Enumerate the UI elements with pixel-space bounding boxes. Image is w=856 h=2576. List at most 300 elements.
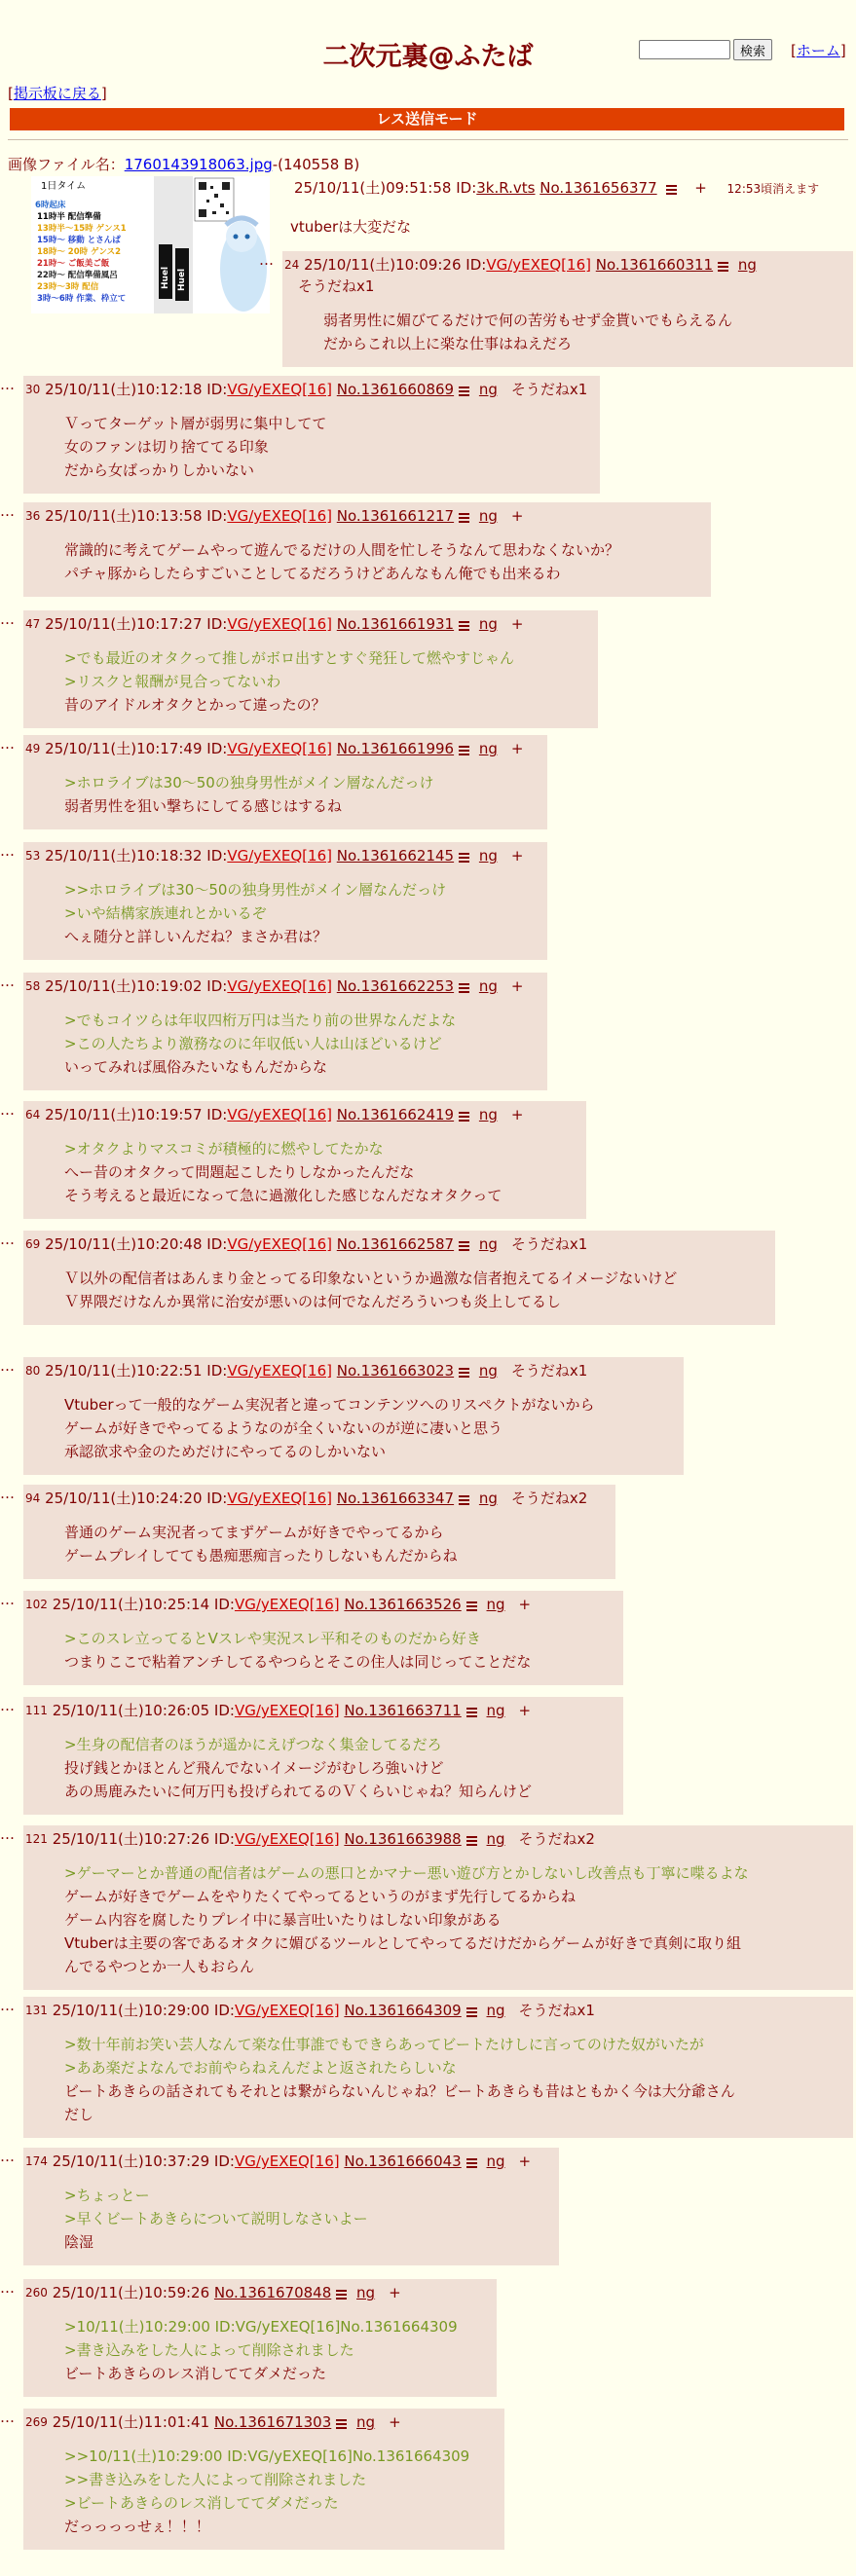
reply-meta (25, 2000, 843, 2021)
menu-icon[interactable] (718, 260, 728, 271)
reply-indent-marker: … (0, 502, 15, 520)
reply (23, 2279, 497, 2397)
reply-meta (25, 738, 538, 759)
menu-icon[interactable] (459, 1366, 469, 1377)
reply-id-label: ID: (206, 740, 228, 757)
quote-line: >ちょっとー (64, 2187, 150, 2204)
reply-no[interactable]: No.1361660869 (336, 381, 455, 398)
quote-line: >でも最近のオタクって推しがボロ出すとすぐ発狂して燃やすじゃん (64, 649, 514, 667)
reply-body (64, 771, 538, 818)
reply-id-label: ID: (206, 847, 228, 865)
reply-id[interactable]: VG/yEXEQ[16] (227, 507, 332, 525)
thumb-line-1: 6時起床 (35, 201, 66, 210)
reply-id-label: ID: (213, 1596, 235, 1613)
reply-ng[interactable]: ng (356, 2413, 376, 2431)
reply-extra[interactable]: そうだねx2 (510, 1490, 588, 1507)
reply-indent-marker: … (0, 2148, 15, 2165)
reply-no[interactable]: No.1361660311 (595, 256, 714, 274)
reply-meta (25, 2411, 495, 2433)
quote-line: >この人たちより激務なのに年収低い人は山ほどいるけど (64, 1035, 442, 1052)
menu-icon[interactable] (466, 1706, 477, 1716)
reply-id[interactable]: VG/yEXEQ[16] (234, 1596, 340, 1613)
home-link[interactable]: ホーム (796, 42, 840, 59)
menu-icon[interactable] (466, 2006, 477, 2016)
reply-ng[interactable]: ng (486, 1830, 505, 1848)
reply-body (64, 878, 538, 948)
reply-number: 49 (25, 742, 41, 755)
reply-no[interactable]: No.1361661996 (336, 740, 455, 757)
board-back-wrap: [掲示板に戻る] (8, 85, 107, 102)
reply-date: 25/10/11(土)10:17:49 (45, 740, 203, 757)
reply-number: 269 (25, 2415, 48, 2429)
reply-number: 94 (25, 1491, 41, 1505)
reply-meta (25, 613, 588, 635)
reply-body (64, 538, 701, 585)
reply-no[interactable]: No.1361661217 (336, 507, 455, 525)
reply-extra[interactable]: + (518, 2153, 532, 2170)
reply-ng[interactable]: ng (486, 1596, 505, 1613)
reply-row (0, 502, 711, 597)
home-bracket-open: [ (791, 42, 797, 59)
reply (23, 1357, 684, 1475)
reply-line: 弱者男性に媚びてるだけで何の苦労もせず金貰いでもらえるん (323, 312, 733, 329)
reply (23, 1231, 775, 1325)
reply (23, 735, 547, 829)
reply-extra[interactable]: そうだねx2 (518, 1830, 595, 1848)
reply-indent-marker: … (0, 842, 15, 860)
quote-line: >早くビートあきらについて説明しなさいよー (64, 2210, 368, 2227)
reply-line: Ｖ界隈だけなんか異常に治安が悪いのは何でなんだろういつも炎上してるし (64, 1293, 562, 1310)
reply-body (64, 2184, 549, 2254)
quote-line: >でもコイツらは年収四桁万円は当たり前の世界なんだよな (64, 1012, 457, 1029)
reply-date: 25/10/11(土)11:01:41 (52, 2413, 210, 2431)
reply-line: だから女ばっかりしかいない (64, 461, 255, 479)
reply-line: だからこれ以上に楽な仕事はねえだろ (323, 335, 573, 352)
divider (8, 139, 848, 140)
reply-id[interactable]: VG/yEXEQ[16] (227, 977, 332, 995)
menu-icon[interactable] (459, 744, 469, 754)
reply-row (0, 610, 598, 728)
reply-line: ビートあきらのレス消しててダメだった (64, 2365, 326, 2382)
reply-meta (25, 1700, 614, 1721)
image-file-size: -(140558 B) (272, 156, 360, 173)
reply-extra[interactable]: + (518, 1702, 532, 1719)
reply-meta (25, 379, 590, 400)
quote-line: >オタクよりマスコミが積極的に燃やしてたかな (64, 1140, 384, 1158)
reply-body (323, 309, 843, 355)
reply-id-label: ID: (206, 1106, 228, 1123)
reply-ng[interactable]: ng (478, 1235, 498, 1253)
header (0, 0, 856, 76)
reply-body (64, 1627, 614, 1674)
reply-line: へー昔のオタクって問題起こしたりしなかったんだな (64, 1163, 415, 1181)
quote-line: >ビートあきらのレス消しててダメだった (64, 2494, 339, 2512)
reply-line: 弱者男性を狙い撃ちにしてる感じはするね (64, 797, 343, 815)
reply-ng[interactable]: ng (478, 1362, 498, 1380)
reply-line: ゲーム内容を腐したりプレイ中に暴言吐いたりはしない印象がある (64, 1911, 502, 1929)
reply-id-label: ID: (206, 1490, 228, 1507)
reply-extra[interactable]: そうだねx1 (510, 1362, 588, 1380)
reply-date: 25/10/11(土)10:17:27 (45, 615, 203, 633)
reply-line: Vtuberって一般的なゲーム実況者と違ってコンテンツへのリスペクトがないから (64, 1396, 595, 1414)
thumb-badge-2: Huel (177, 268, 187, 291)
reply-row (0, 2409, 504, 2550)
reply-ng[interactable]: ng (356, 2284, 376, 2301)
reply-line: あの馬鹿みたいに何万円も投げられてるのＶくらいじゃね？知らんけど (64, 1783, 533, 1800)
quote-line: >数十年前お笑い芸人なんて楽な仕事誰でもできらあってビートたけしに言ってのけた奴がいたが (64, 2036, 704, 2053)
reply-line: ゲームが好きでゲームをやりたくてやってるというのがまず先行してるからね (64, 1888, 577, 1905)
reply-indent-marker: … (0, 1231, 15, 1248)
op-body: vtuberは大変だな (290, 218, 412, 236)
reply-date: 25/10/11(土)10:26:05 (52, 1702, 210, 1719)
menu-icon[interactable] (459, 1493, 469, 1504)
op-expire: 12:53頃消えます (726, 182, 820, 196)
reply-indent-marker: … (0, 610, 15, 628)
thumb-line-9: 3時〜6時 作業、枠立て (37, 294, 127, 304)
reply-line: つまりここで粘着アンチしてるやつらとそこの住人は同じってことだな (64, 1653, 532, 1671)
reply-number: 58 (25, 979, 41, 993)
reply-number: 36 (25, 509, 41, 523)
thumb-line-4: 15時〜 移動 とさんぱ (37, 236, 121, 245)
reply-id[interactable]: VG/yEXEQ[16] (486, 256, 591, 274)
reply-id[interactable]: VG/yEXEQ[16] (234, 2002, 340, 2019)
reply-row (0, 1591, 623, 1685)
reply-line: Vtuberは主要の客であるオタクに媚びるツールとしてやってるだけだからゲームが好きで真剣に取り組 (64, 1934, 741, 1952)
reply-id-label: ID: (213, 1830, 235, 1848)
menu-icon[interactable] (459, 981, 469, 992)
reply-no[interactable]: No.1361664309 (344, 2002, 462, 2019)
reply-no[interactable]: No.1361661931 (336, 615, 455, 633)
reply-extra[interactable]: + (510, 615, 524, 633)
reply-line: 昔のアイドルオタクとかって違ったの？ (64, 696, 326, 714)
thumb-line-5: 18時〜 20時 ゲンス2 (37, 247, 122, 257)
reply-no[interactable]: No.1361663347 (336, 1490, 455, 1507)
quote-line: >ホロライブは30〜50の独身男性がメイン層なんだっけ (64, 774, 434, 791)
reply-indent-marker: … (0, 1591, 15, 1608)
reply-id[interactable]: VG/yEXEQ[16] (234, 2153, 340, 2170)
reply-indent-marker: … (259, 251, 274, 269)
quote-line: >書き込みをした人によって削除されました (64, 2341, 354, 2359)
reply-number: 121 (25, 1832, 48, 1846)
reply-meta (284, 254, 843, 297)
reply (23, 1697, 623, 1815)
reply-indent-marker: … (0, 973, 15, 990)
reply-row (0, 1997, 853, 2138)
op-thumbnail[interactable] (31, 176, 270, 313)
reply-extra[interactable]: そうだねx1 (510, 381, 588, 398)
menu-icon[interactable] (459, 385, 469, 395)
reply-date: 25/10/11(土)10:18:32 (45, 847, 203, 865)
reply-id[interactable]: VG/yEXEQ[16] (227, 1490, 332, 1507)
reply-extra[interactable]: + (510, 847, 524, 865)
reply-id-label: ID: (206, 977, 228, 995)
reply-id-label: ID: (206, 381, 228, 398)
reply-number: 69 (25, 1237, 41, 1251)
reply-id[interactable]: VG/yEXEQ[16] (227, 1106, 332, 1123)
reply-line: んでるやつとか一人もおらん (64, 1958, 255, 1975)
reply-body (64, 2315, 487, 2385)
reply (282, 251, 853, 367)
reply-ng[interactable]: ng (478, 1490, 498, 1507)
reply-no[interactable]: No.1361663988 (344, 1830, 462, 1848)
menu-icon[interactable] (336, 2288, 347, 2299)
reply-line: ビートあきらの話されてもそれとは繋がらないんじゃね？ビートあきらも昔はともかく今は大分爺さん (64, 2082, 735, 2100)
reply-body (64, 1267, 765, 1313)
thumb-line-2: 11時半 配信準備 (37, 212, 101, 222)
reply-number: 47 (25, 617, 41, 631)
reply-number: 24 (284, 258, 300, 272)
reply-meta (25, 845, 538, 866)
menu-icon[interactable] (466, 1834, 477, 1845)
reply-body (64, 1137, 577, 1207)
quote-line: >>ホロライブは30〜50の独身男性がメイン層なんだっけ (64, 881, 447, 899)
reply-id[interactable]: VG/yEXEQ[16] (234, 1830, 340, 1848)
reply-id[interactable]: VG/yEXEQ[16] (234, 1702, 340, 1719)
reply-line: だっっっっせぇ！！！ (64, 2518, 210, 2535)
op-meta (294, 177, 819, 198)
thumb-line-6: 21時〜 ご飯美ご飯 (37, 259, 110, 269)
reply-no[interactable]: No.1361670848 (213, 2284, 332, 2301)
reply-no[interactable]: No.1361662419 (336, 1106, 455, 1123)
reply-number: 174 (25, 2154, 48, 2168)
reply (23, 376, 600, 494)
reply-line: Ｖってターゲット層が弱男に集中してて (64, 415, 327, 432)
board-back-link[interactable]: 掲示板に戻る (13, 85, 101, 102)
reply-number: 30 (25, 383, 41, 396)
search-button[interactable]: 検索 (733, 39, 772, 60)
reply-meta (25, 505, 701, 527)
reply-no[interactable]: No.1361663711 (344, 1702, 462, 1719)
reply (23, 1997, 853, 2138)
reply-row (0, 1231, 775, 1325)
reply-date: 25/10/11(土)10:59:26 (52, 2284, 210, 2301)
site-title: 二次元裏@ふたば (322, 42, 534, 72)
reply-ng[interactable]: ng (478, 381, 498, 398)
reply-id[interactable]: VG/yEXEQ[16] (227, 740, 332, 757)
reply-ng[interactable]: ng (478, 615, 498, 633)
reply-no[interactable]: No.1361663526 (344, 1596, 462, 1613)
thumb-line-8: 23時〜3時 配信 (37, 282, 99, 292)
reply-date: 25/10/11(土)10:19:57 (45, 1106, 203, 1123)
reply-indent-marker: … (0, 2279, 15, 2297)
reply-row (0, 376, 600, 494)
reply-date: 25/10/11(土)10:22:51 (45, 1362, 203, 1380)
reply-indent-marker: … (0, 735, 15, 753)
menu-icon[interactable] (459, 851, 469, 862)
home-link-wrap (791, 40, 846, 60)
reply-extra[interactable]: + (510, 1106, 524, 1123)
menu-icon[interactable] (666, 183, 677, 194)
reply-id-label: ID: (213, 2002, 235, 2019)
reply-id-label: ID: (465, 256, 487, 274)
reply-indent-marker: … (0, 2409, 15, 2426)
reply-extra[interactable]: そうだねx1 (518, 2002, 595, 2019)
reply-body (64, 1733, 614, 1803)
menu-icon[interactable] (466, 2156, 477, 2167)
reply-date: 25/10/11(土)10:12:18 (45, 381, 203, 398)
reply-date: 25/10/11(土)10:20:48 (45, 1235, 203, 1253)
reply-row (0, 1825, 853, 1990)
thumb-badge-1: Huel (161, 266, 170, 289)
reply-date: 25/10/11(土)10:27:26 (52, 1830, 210, 1848)
reply-ng[interactable]: ng (478, 1106, 498, 1123)
mode-bar: レス送信モード (10, 108, 844, 130)
reply-meta (25, 2282, 487, 2303)
reply-date: 25/10/11(土)10:19:02 (45, 977, 203, 995)
reply-extra[interactable]: + (510, 740, 524, 757)
reply-row (0, 2279, 497, 2397)
reply-line: 常識的に考えてゲームやって遊んでるだけの人間を忙しそうなんて思わなくないか？ (64, 541, 620, 559)
reply (23, 610, 598, 728)
reply-date: 25/10/11(土)10:24:20 (45, 1490, 203, 1507)
home-bracket-close: ] (839, 42, 846, 59)
reply-number: 131 (25, 2004, 48, 2017)
reply-line: 承認欲求や金のためだけにやってるのしかいない (64, 1443, 387, 1460)
reply (23, 1825, 853, 1990)
reply-body (64, 1393, 674, 1463)
reply-no[interactable]: No.1361662253 (336, 977, 455, 995)
reply-indent-marker: … (0, 1357, 15, 1375)
reply-ng[interactable]: ng (486, 1702, 505, 1719)
reply-number: 80 (25, 1364, 41, 1378)
menu-icon[interactable] (459, 1110, 469, 1121)
menu-icon[interactable] (466, 1600, 477, 1610)
reply-extra[interactable]: そうだねx1 (510, 1235, 588, 1253)
reply-ng[interactable]: ng (478, 507, 498, 525)
reply-row (0, 2148, 559, 2265)
reply-id-label: ID: (206, 1362, 228, 1380)
reply-id[interactable]: VG/yEXEQ[16] (227, 847, 332, 865)
reply-body (64, 1009, 538, 1079)
reply-no[interactable]: No.1361662587 (336, 1235, 455, 1253)
op-no[interactable]: No.1361656377 (540, 179, 657, 197)
reply-line: いってみれば風俗みたいなもんだからな (64, 1058, 328, 1076)
menu-icon[interactable] (459, 511, 469, 522)
reply-line: ゲームプレイしてても愚痴悪痴言ったりしないもんだからね (64, 1547, 458, 1564)
reply-ng[interactable]: ng (478, 847, 498, 865)
reply-ng[interactable]: ng (737, 256, 757, 274)
reply-extra[interactable]: + (510, 977, 524, 995)
reply (23, 1485, 615, 1579)
reply-line: そう考えると最近になって急に過激化した感じなんだなオタクって (64, 1187, 502, 1204)
reply-body (64, 2445, 495, 2538)
reply-meta (25, 1360, 674, 1381)
reply-id-label: ID: (206, 507, 228, 525)
reply-line: 普通のゲーム実況者ってまずゲームが好きでやってるから (64, 1524, 444, 1541)
reply-extra[interactable]: + (389, 2284, 401, 2301)
reply-date: 25/10/11(土)10:37:29 (52, 2153, 210, 2170)
reply-date: 25/10/11(土)10:29:00 (52, 2002, 210, 2019)
reply-line: パチャ豚からしたらすごいことしてるだろうけどあんなもん俺でも出来るわ (64, 565, 561, 582)
reply-row (0, 1485, 615, 1579)
reply (23, 502, 711, 597)
reply-line: Ｖ以外の配信者はあんまり金とってる印象ないというか過激な信者抱えてるイメージないけど (64, 1270, 678, 1287)
reply-row (0, 1101, 586, 1219)
reply-extra[interactable]: + (518, 1596, 532, 1613)
reply-ng[interactable]: ng (478, 977, 498, 995)
reply-row (0, 973, 547, 1090)
thumb-line-3: 13時半〜15時 ゲンス1 (37, 224, 127, 234)
reply (23, 973, 547, 1090)
reply-indent-marker: … (0, 376, 15, 393)
reply-body (64, 1861, 843, 1978)
menu-icon[interactable] (459, 619, 469, 630)
reply-ng[interactable]: ng (486, 2002, 505, 2019)
op-date: 25/10/11(土)09:51:58 (294, 179, 452, 197)
reply-indent-marker: … (0, 1997, 15, 2014)
reply-row (259, 251, 853, 367)
reply-soudane[interactable]: そうだねx1 (298, 277, 375, 295)
thumb-header: 1日タイム (41, 181, 87, 192)
reply (23, 2148, 559, 2265)
image-file-link[interactable]: 1760143918063.jpg (124, 156, 273, 173)
reply-indent-marker: … (0, 1485, 15, 1502)
reply (23, 2409, 504, 2550)
op-plus[interactable]: + (694, 179, 707, 197)
reply-no[interactable]: No.1361666043 (344, 2153, 462, 2170)
reply-body (64, 412, 590, 482)
reply-indent-marker: … (0, 1825, 15, 1843)
reply-body (64, 2033, 843, 2126)
reply-extra[interactable]: + (389, 2413, 401, 2431)
reply-id-label: ID: (206, 615, 228, 633)
quote-line: >10/11(土)10:29:00 ID:VG/yEXEQ[16]No.1361664309 (64, 2318, 458, 2336)
reply-row (0, 842, 547, 960)
reply-line: 投げ銭とかほとんど飛んでないイメージがむしろ強いけど (64, 1759, 444, 1777)
reply-number: 64 (25, 1108, 41, 1122)
quote-line: >このスレ立ってるとVスレや実況スレ平和そのものだから好き (64, 1630, 481, 1647)
reply-number: 102 (25, 1598, 48, 1611)
reply-body (64, 646, 588, 717)
reply-date: 25/10/11(土)10:25:14 (52, 1596, 210, 1613)
menu-icon[interactable] (336, 2417, 347, 2428)
reply-row (0, 1357, 684, 1475)
quote-line: >ゲーマーとか普通の配信者はゲームの悪口とかマナー悪い遊び方とかしないし改善点も丁寧に喋るよな (64, 1864, 749, 1882)
quote-line: >生身の配信者のほうが遥かにえげつなく集金してるだろ (64, 1736, 442, 1753)
quote-line: >>10/11(土)10:29:00 ID:VG/yEXEQ[16]No.1361664309 (64, 2447, 470, 2465)
thumb-line-7: 22時〜 配信準備風呂 (37, 271, 118, 280)
op-id[interactable]: 3k.R.vts (476, 179, 536, 197)
reply-ng[interactable]: ng (478, 740, 498, 757)
reply-ng[interactable]: ng (486, 2153, 505, 2170)
reply-meta (25, 975, 538, 997)
reply-no[interactable]: No.1361663023 (336, 1362, 455, 1380)
reply-body (64, 1521, 606, 1567)
reply-meta (25, 1233, 765, 1255)
reply-no[interactable]: No.1361671303 (213, 2413, 332, 2431)
reply-id[interactable]: VG/yEXEQ[16] (227, 381, 332, 398)
op-id-label: ID: (456, 179, 477, 197)
reply-id[interactable]: VG/yEXEQ[16] (227, 615, 332, 633)
reply-meta (25, 1828, 843, 1850)
image-file-line (8, 154, 359, 174)
reply-id[interactable]: VG/yEXEQ[16] (227, 1235, 332, 1253)
menu-icon[interactable] (459, 1239, 469, 1250)
reply-row (0, 735, 547, 829)
thumbnail-art (31, 176, 270, 313)
reply-line: 女のファンは切り捨ててる印象 (64, 438, 269, 456)
search-input[interactable] (639, 40, 730, 59)
reply-date: 25/10/11(土)10:13:58 (45, 507, 203, 525)
reply-no[interactable]: No.1361662145 (336, 847, 455, 865)
reply-meta (25, 1594, 614, 1615)
reply-extra[interactable]: + (510, 507, 524, 525)
search-form (639, 39, 772, 60)
reply-id[interactable]: VG/yEXEQ[16] (227, 1362, 332, 1380)
image-file-label: 画像ファイル名： (8, 156, 125, 173)
reply (23, 1591, 623, 1685)
reply-id-label: ID: (213, 1702, 235, 1719)
